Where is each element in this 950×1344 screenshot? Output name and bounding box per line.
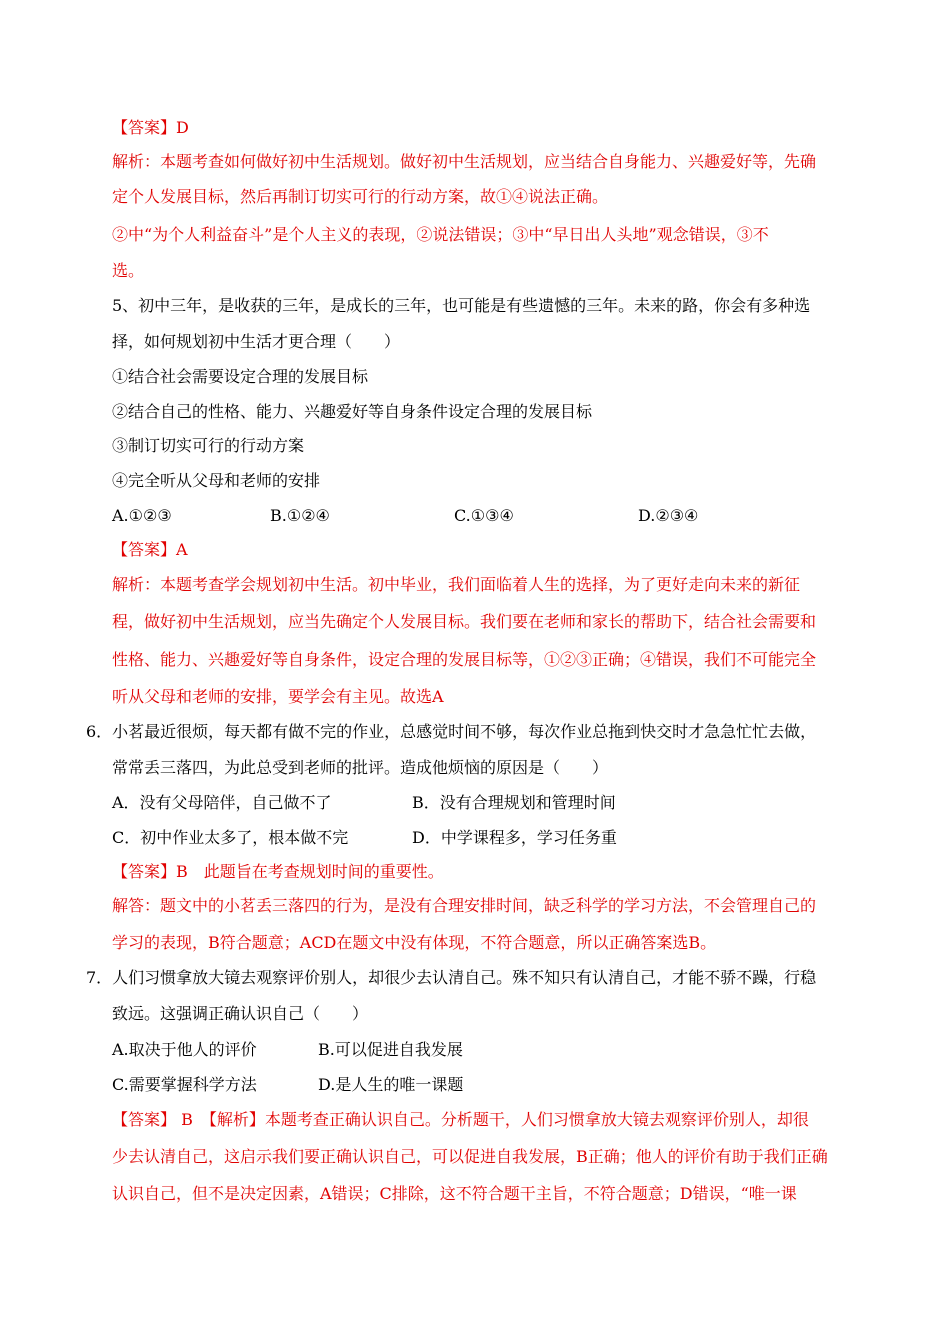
q4-answer: 【答案】D [112,118,189,137]
q7-stem-line-2: 致远。这强调正确认识自己（ ） [112,1004,369,1023]
q6-option-a: A．没有父母陪伴，自己做不了 [112,793,332,812]
q7-answer-line-3: 认识自己，但不是决定因素，A错误；C排除，这不符合题干主旨，不符合题意；D错误，“唯一课 [112,1184,797,1203]
q7-option-b: B.可以促进自我发展 [318,1040,463,1059]
q5-answer: 【答案】A [112,540,188,559]
q4-analysis-line-1: 解析：本题考查如何做好初中生活规划。做好初中生活规划，应当结合自身能力、兴趣爱好等，先确 [112,152,817,171]
q7-option-d: D.是人生的唯一课题 [318,1075,464,1094]
q6-analysis-line-2: 学习的表现，B符合题意；ACD在题文中没有体现，不符合题意，所以正确答案选B。 [112,933,717,952]
q5-stem-line-2: 择，如何规划初中生活才更合理（ ） [112,332,401,351]
q6-stem-line-2: 常常丢三落四，为此总受到老师的批评。造成他烦恼的原因是（ ） [112,758,609,777]
q5-analysis-line-2: 程，做好初中生活规划，应当先确定个人发展目标。我们要在老师和家长的帮助下，结合社会需要和 [112,612,817,631]
q5-option-a: A.①②③ [112,506,172,525]
q6-option-d: D．中学课程多，学习任务重 [412,828,617,847]
q5-option-c: C.①③④ [454,506,514,525]
q7-answer-line-2: 少去认清自己，这启示我们要正确认识自己，可以促进自我发展，B正确；他人的评价有助于我们正确 [112,1147,828,1166]
q6-analysis-line-1: 解答：题文中的小茗丢三落四的行为，是没有合理安排时间，缺乏科学的学习方法，不会管理自己的 [112,896,817,915]
q5-analysis-line-3: 性格、能力、兴趣爱好等自身条件，设定合理的发展目标等，①②③正确；④错误，我们不可能完全 [112,650,817,669]
q5-item-4: ④完全听从父母和老师的安排 [112,471,321,490]
q4-analysis-line-2: 定个人发展目标，然后再制订切实可行的行动方案，故①④说法正确。 [112,187,609,206]
q4-analysis-line-4: 选。 [112,261,145,280]
q6-option-c: C．初中作业太多了，根本做不完 [112,828,349,847]
q5-stem-line-1: 5、初中三年，是收获的三年，是成长的三年，也可能是有些遗憾的三年。未来的路，你会有多种选 [112,296,811,315]
q5-option-d: D.②③④ [638,506,699,525]
q6-option-b: B．没有合理规划和管理时间 [412,793,616,812]
q5-analysis-line-4: 听从父母和老师的安排，要学会有主见。故选A [112,687,444,706]
q7-option-c: C.需要掌握科学方法 [112,1075,257,1094]
q5-item-1: ①结合社会需要设定合理的发展目标 [112,367,369,386]
q7-option-a: A.取决于他人的评价 [112,1040,257,1059]
q7-answer-line-1: 【答案】 B 【解析】本题考查正确认识自己。分析题干，人们习惯拿放大镜去观察评价别人，却很 [112,1110,809,1129]
q5-item-2: ②结合自己的性格、能力、兴趣爱好等自身条件设定合理的发展目标 [112,402,593,421]
q6-stem-line-1: 6．小茗最近很烦，每天都有做不完的作业，总感觉时间不够，每次作业总拖到快交时才急急忙忙去做， [86,722,817,741]
q5-analysis-line-1: 解析：本题考查学会规划初中生活。初中毕业，我们面临着人生的选择，为了更好走向未来的新征 [112,575,801,594]
q5-option-b: B.①②④ [270,506,330,525]
q6-answer: 【答案】B 此题旨在考查规划时间的重要性。 [112,862,444,881]
q5-item-3: ③制订切实可行的行动方案 [112,436,305,455]
q4-analysis-line-3: ②中“为个人利益奋斗”是个人主义的表现，②说法错误；③中“早日出人头地”观念错误，③不 [112,225,769,244]
q7-stem-line-1: 7．人们习惯拿放大镜去观察评价别人，却很少去认清自己。殊不知只有认清自己，才能不骄不躁，行稳 [86,968,817,987]
